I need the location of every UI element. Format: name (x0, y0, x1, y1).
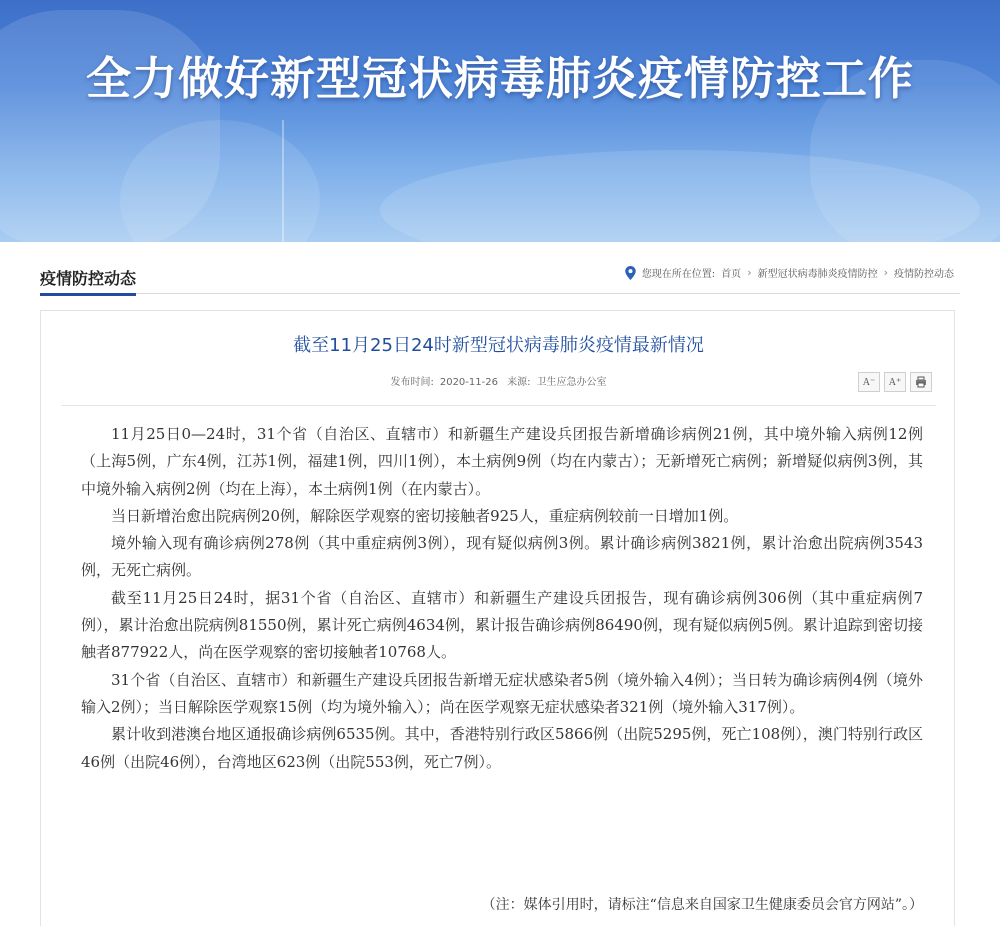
paragraph: 截至11月25日24时，据31个省（自治区、直辖市）和新疆生产建设兵团报告，现有确诊病例306例（其中重症病例7例），累计治愈出院病例81550例，累计死亡病例4634例，累计报告确诊病例86490例，现有疑似病例5例。累计追踪到密切接触者877922人，尚在医学观察的密切接触者10768人。 (81, 588, 923, 662)
article-body (81, 421, 923, 776)
paragraph: 累计收到港澳台地区通报确诊病例6535例。其中，香港特别行政区5866例（出院5295例，死亡108例），澳门特别行政区46例（出院46例），台湾地区623例（出院553例，死亡7例）。 (81, 725, 923, 771)
source: 卫生应急办公室 (536, 377, 607, 388)
print-button[interactable] (910, 372, 932, 392)
publish-date-label: 发布时间: (390, 377, 434, 388)
breadcrumb-item-covid[interactable]: 新型冠状病毒肺炎疫情防控 (757, 269, 878, 280)
article-container (40, 310, 955, 926)
font-decrease-button[interactable]: A⁻ (858, 372, 880, 392)
breadcrumb (625, 265, 954, 280)
breadcrumb-item-home[interactable]: 首页 (721, 269, 742, 280)
article-meta (41, 373, 956, 388)
section-title: 疫情防控动态 (40, 266, 136, 296)
chevron-right-icon: › (883, 266, 888, 279)
divider (61, 405, 936, 406)
font-increase-button[interactable]: A⁺ (884, 372, 906, 392)
article-title: 截至11月25日24时新型冠状病毒肺炎疫情最新情况 (293, 335, 704, 356)
section-header (40, 256, 960, 294)
header-banner (0, 0, 1000, 242)
breadcrumb-prefix: 您现在所在位置: (641, 269, 716, 280)
banner-decoration (282, 120, 284, 242)
publish-date: 2020-11-26 (439, 377, 498, 388)
chevron-right-icon: › (747, 266, 752, 279)
location-pin-icon (625, 266, 636, 280)
print-icon (915, 376, 927, 388)
paragraph: 31个省（自治区、直辖市）和新疆生产建设兵团报告新增无症状感染者5例（境外输入4例）；当日转为确诊病例4例（境外输入2例）；当日解除医学观察15例（均为境外输入）；尚在医学观察无症状感染者321例（境外输入317例）。 (81, 670, 923, 716)
paragraph: 境外输入现有确诊病例278例（其中重症病例3例），现有疑似病例3例。累计确诊病例3821例，累计治愈出院病例3543例，无死亡病例。 (81, 534, 923, 580)
banner-title: 全力做好新型冠状病毒肺炎疫情防控工作 (85, 52, 914, 105)
breadcrumb-item-current[interactable]: 疫情防控动态 (894, 269, 954, 280)
article-tools (858, 372, 932, 392)
citation-note: （注：媒体引用时，请标注“信息来自国家卫生健康委员会官方网站”。） (481, 897, 923, 913)
paragraph: 当日新增治愈出院病例20例，解除医学观察的密切接触者925人，重症病例较前一日增加1例。 (111, 506, 739, 525)
paragraph: 11月25日0—24时，31个省（自治区、直辖市）和新疆生产建设兵团报告新增确诊病例21例，其中境外输入病例12例（上海5例，广东4例，江苏1例，福建1例，四川1例），本土病例9例（均在内蒙古）；无新增死亡病例；新增疑似病例3例，其中境外输入病例2例（均在上海），本土病例1例（在内蒙古）。 (81, 425, 923, 498)
source-label: 来源: (507, 377, 531, 388)
